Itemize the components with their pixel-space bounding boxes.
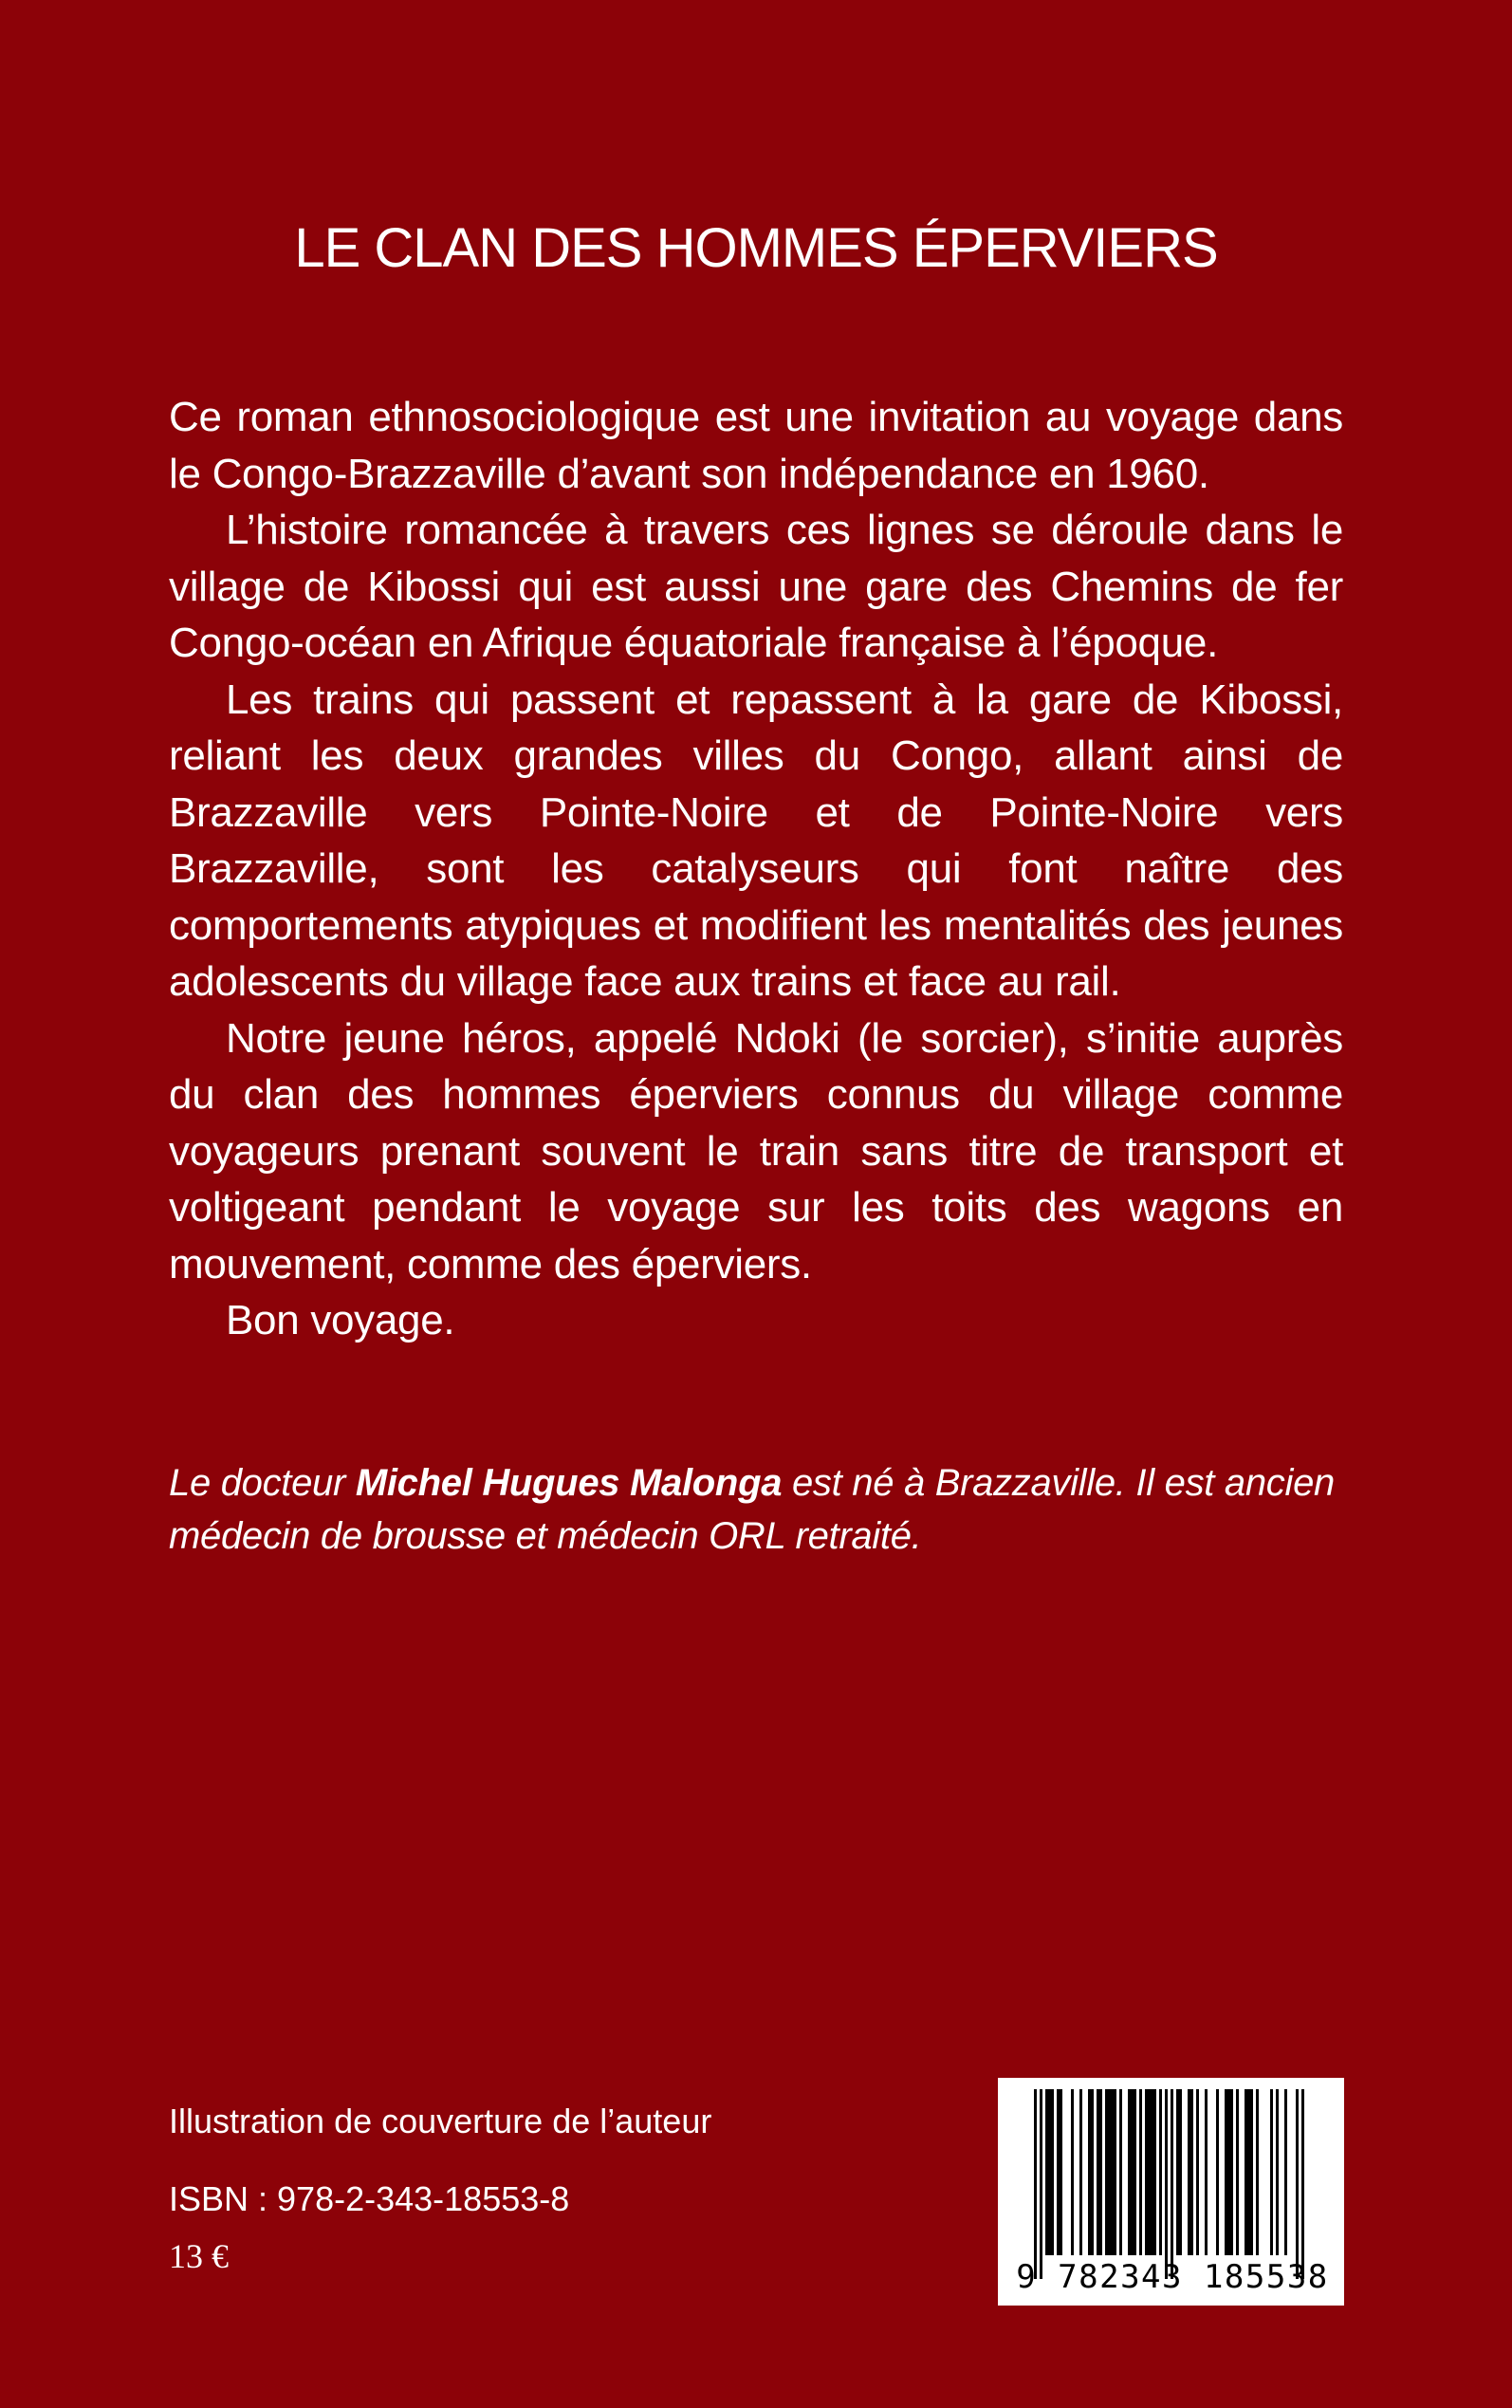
illustration-credit: Illustration de couverture de l’auteur: [169, 2102, 712, 2140]
barcode-bar: [1301, 2089, 1304, 2279]
barcode-bar: [1097, 2089, 1099, 2255]
author-bio-suffix: est né à Brazzaville. Il est ancien médecin de brousse et médecin ORL retraité.: [169, 1462, 1335, 1557]
barcode-bar: [1171, 2089, 1173, 2279]
barcode-bar: [1040, 2089, 1042, 2279]
barcode-bar: [1225, 2089, 1227, 2255]
barcode-bar: [1060, 2089, 1062, 2255]
barcode-bar: [1276, 2089, 1279, 2255]
barcode-bar: [1057, 2089, 1060, 2255]
barcode-bar: [1153, 2089, 1156, 2255]
barcode-bar: [1079, 2089, 1082, 2255]
barcode-bar: [1045, 2089, 1048, 2255]
barcode-bar: [1247, 2089, 1250, 2255]
barcode-bar: [1190, 2089, 1193, 2255]
blurb-paragraph: Les trains qui passent et repassent à la gare de Kibossi, reliant les deux grandes villes du Congo, allant ainsi de Brazzaville vers Pointe-Noire et de Pointe-Noire vers Brazzaville, sont les catalyseurs qui font naître des comportements atypiques et modifient les mentalités des jeunes adolescents du village face aux trains et face au rail.: [169, 676, 1343, 1005]
blurb-paragraph: Notre jeune héros, appelé Ndoki (le sorcier), s’initie auprès du clan des hommes éperviers connus du village comme voyageurs prenant souvent le train sans titre de transport et voltigeant pendant le voyage sur les toits des wagons en mouvement, comme des éperviers.: [169, 1014, 1343, 1287]
barcode-bar: [1048, 2089, 1051, 2255]
barcode-bar: [1134, 2089, 1136, 2255]
barcode-bar: [1284, 2089, 1287, 2255]
barcode-bar: [1088, 2089, 1091, 2255]
barcode-bar: [1151, 2089, 1153, 2255]
barcode-bar: [1105, 2089, 1108, 2255]
barcode-bar: [1236, 2089, 1239, 2255]
barcode-bar: [1071, 2089, 1074, 2255]
blurb-paragraph: L’histoire romancée à travers ces lignes se déroule dans le village de Kibossi qui est aussi une gare des Chemins de fer Congo-océan en Afrique équatoriale française à l’époque.: [169, 507, 1343, 666]
author-name: Michel Hugues Malonga: [355, 1462, 783, 1504]
author-bio-prefix: Le docteur: [169, 1462, 356, 1504]
barcode-bar: [1145, 2089, 1148, 2255]
barcode-bar: [1148, 2089, 1151, 2255]
barcode-bar: [1205, 2089, 1208, 2255]
barcode-bar: [1034, 2089, 1037, 2279]
barcode-bar: [1250, 2089, 1253, 2255]
isbn: ISBN : 978-2-343-18553-8: [169, 2179, 570, 2218]
barcode-bar: [1230, 2089, 1233, 2255]
blurb-paragraph: Bon voyage.: [226, 1297, 455, 1343]
barcode-bar: [1188, 2089, 1190, 2255]
barcode-bar: [1296, 2089, 1299, 2279]
blurb-paragraph: Ce roman ethnosociologique est une invitation au voyage dans le Congo-Brazzaville d’avant son indépendance en 1960.: [169, 394, 1343, 497]
barcode-bar: [1176, 2089, 1179, 2255]
barcode-bar: [1111, 2089, 1114, 2255]
barcode-bar: [1091, 2089, 1094, 2255]
author-bio: [169, 1456, 1343, 1563]
barcode-bar: [1165, 2089, 1168, 2279]
price: 13 €: [169, 2237, 229, 2275]
barcode: [998, 2078, 1344, 2306]
book-title: LE CLAN DES HOMMES ÉPERVIERS: [294, 217, 1218, 279]
barcode-bar: [1051, 2089, 1054, 2255]
blurb: [169, 389, 1343, 1349]
barcode-bar: [1159, 2089, 1162, 2255]
barcode-bar: [1179, 2089, 1182, 2255]
barcode-bar: [1139, 2089, 1142, 2255]
barcode-bar: [1256, 2089, 1259, 2255]
barcode-bar: [1108, 2089, 1111, 2255]
barcode-bar: [1119, 2089, 1122, 2255]
barcode-bar: [1114, 2089, 1116, 2255]
barcode-bar: [1099, 2089, 1102, 2255]
barcode-bar: [1128, 2089, 1131, 2255]
barcode-bar: [1270, 2089, 1273, 2255]
barcode-bar: [1245, 2089, 1247, 2255]
barcode-bar: [1196, 2089, 1199, 2255]
barcode-bar: [1227, 2089, 1230, 2255]
barcode-digits: 9 782343 185538: [1016, 2258, 1329, 2296]
barcode-bar: [1216, 2089, 1219, 2255]
barcode-bar: [1131, 2089, 1134, 2255]
